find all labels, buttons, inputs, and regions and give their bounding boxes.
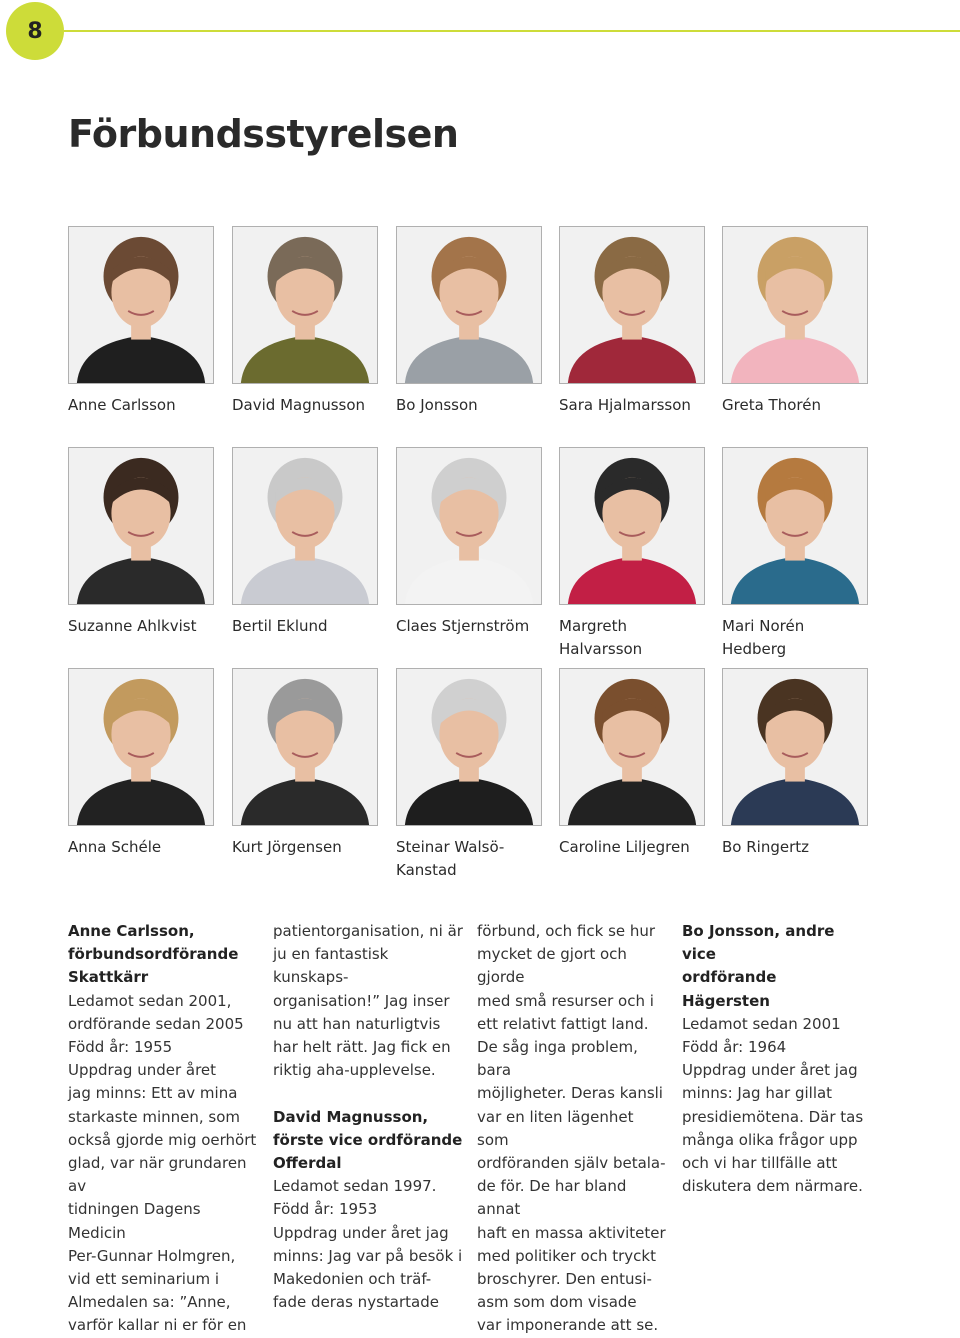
member-photo <box>396 226 542 384</box>
bio-heading-line: Skattkärr <box>68 968 149 987</box>
bio-text-line: Per-Gunnar Holmgren, <box>68 1246 236 1265</box>
portrait-illustration <box>723 227 867 383</box>
board-member-card <box>68 226 218 417</box>
bio-heading-line: förbundsordförande <box>68 945 239 964</box>
bio-text-line: Född år: 1964 <box>682 1038 787 1057</box>
bio-text-line: också gjorde mig oerhört <box>68 1130 257 1149</box>
bio-text-line: Född år: 1953 <box>273 1200 378 1219</box>
member-name: Steinar Walsö-Kanstad <box>396 838 505 879</box>
board-member-card <box>559 447 709 661</box>
portrait-illustration <box>233 669 377 825</box>
page-title: Förbundsstyrelsen <box>68 112 459 156</box>
bio-text-line: var imponerande att se. <box>477 1316 659 1335</box>
portrait-illustration <box>560 669 704 825</box>
board-member-card <box>722 447 872 661</box>
member-name: Claes Stjernström <box>396 617 530 635</box>
member-name: Anne Carlsson <box>68 396 176 414</box>
member-name: David Magnusson <box>232 396 366 414</box>
bio-heading-line: förste vice ordförande <box>273 1130 463 1149</box>
bio-text-line: förbund, och fick se hur <box>477 922 656 940</box>
member-photo <box>232 668 378 826</box>
board-member-card <box>722 226 872 417</box>
bio-text-line: Uppdrag under året jag <box>273 1223 449 1242</box>
page-number-badge <box>6 2 64 60</box>
portrait-illustration <box>69 669 213 825</box>
bio-text-line: de för. De har bland annat <box>477 1177 627 1219</box>
member-name: Greta Thorén <box>722 396 821 414</box>
portrait-illustration <box>397 669 541 825</box>
bio-text-line: ordförande sedan 2005 <box>68 1014 244 1033</box>
portrait-illustration <box>69 448 213 604</box>
bio-text-line: starkaste minnen, som <box>68 1107 241 1126</box>
bio-text-line: riktig aha-upplevelse. <box>273 1061 436 1080</box>
board-member-card <box>559 668 709 859</box>
board-member-card <box>232 668 382 859</box>
board-member-card <box>396 226 546 417</box>
bio-text-line: diskutera dem närmare. <box>682 1177 863 1196</box>
board-member-card <box>559 226 709 417</box>
portrait-illustration <box>560 227 704 383</box>
bio-text-line: Makedonien och träf- <box>273 1270 432 1289</box>
bio-column-3 <box>477 920 667 1338</box>
header-rule <box>64 30 960 32</box>
bio-text-line: Almedalen sa: ”Anne, <box>68 1293 231 1312</box>
portrait-illustration <box>233 227 377 383</box>
portrait-illustration <box>723 448 867 604</box>
member-photo <box>396 668 542 826</box>
bio-heading-line: Bo Jonsson, andre vice <box>682 922 835 964</box>
paragraph-gap <box>273 1082 463 1105</box>
bio-text-line: minns: Jag har gillat <box>682 1084 833 1103</box>
bio-text-line: med politiker och tryckt <box>477 1246 656 1265</box>
portrait-illustration <box>723 669 867 825</box>
member-name: Bertil Eklund <box>232 617 328 635</box>
board-member-card <box>722 668 872 859</box>
bio-text-line: fade deras nystartade <box>273 1293 439 1312</box>
bio-text-line: med små resurser och i <box>477 991 654 1010</box>
member-name: Kurt Jörgensen <box>232 838 342 856</box>
bio-text-line: Ledamot sedan 1997. <box>273 1177 437 1196</box>
bio-text-line: många olika frågor upp <box>682 1130 858 1149</box>
bio-text-line: nu att han naturligtvis <box>273 1014 441 1033</box>
member-photo <box>722 447 868 605</box>
bio-text-line: patientorganisation, ni är <box>273 922 463 940</box>
bio-text-line: De såg inga problem, bara <box>477 1038 638 1080</box>
bio-text-line: möjligheter. Deras kansli <box>477 1084 663 1103</box>
bio-text-line: och vi har tillfälle att <box>682 1154 838 1173</box>
bio-heading-line: Anne Carlsson, <box>68 922 195 940</box>
bio-text-line: mycket de gjort och gjorde <box>477 945 627 987</box>
page-number: 8 <box>27 18 43 44</box>
board-member-card <box>396 668 546 882</box>
member-name: Caroline Liljegren <box>559 838 690 856</box>
portrait-illustration <box>397 448 541 604</box>
bio-text-line: organisation!” Jag inser <box>273 991 450 1010</box>
bio-text-line: broschyrer. Den entusi- <box>477 1270 652 1289</box>
bio-text-line: har helt rätt. Jag fick en <box>273 1038 451 1057</box>
bio-heading-line: Offerdal <box>273 1154 342 1173</box>
bio-heading-line: David Magnusson, <box>273 1107 429 1126</box>
bio-heading-line: Hägersten <box>682 991 770 1010</box>
bio-column-2 <box>273 920 463 1314</box>
bio-text-line: jag minns: Ett av mina <box>68 1084 238 1103</box>
bio-text-line: ju en fantastisk kunskaps- <box>273 945 389 987</box>
bio-text-line: ett relativt fattigt land. <box>477 1014 649 1033</box>
member-photo <box>722 668 868 826</box>
portrait-illustration <box>560 448 704 604</box>
board-member-card <box>232 226 382 417</box>
bio-text-line: Uppdrag under året <box>68 1061 217 1080</box>
bio-text-line: asm som dom visade <box>477 1293 637 1312</box>
bio-text-line: Ledamot sedan 2001 <box>682 1014 841 1033</box>
member-photo <box>232 447 378 605</box>
portrait-illustration <box>397 227 541 383</box>
bio-text-line: Uppdrag under året jag <box>682 1061 858 1080</box>
bio-text-line: tidningen Dagens Medicin <box>68 1200 201 1242</box>
member-photo <box>68 447 214 605</box>
bio-text-line: glad, var när grundaren av <box>68 1154 247 1196</box>
board-member-card <box>68 447 218 638</box>
board-member-card <box>68 668 218 859</box>
member-photo <box>68 668 214 826</box>
bio-text-line: Född år: 1955 <box>68 1038 173 1057</box>
member-photo <box>559 668 705 826</box>
board-member-card <box>232 447 382 638</box>
portrait-illustration <box>69 227 213 383</box>
bio-text-line: presidiemötena. Där tas <box>682 1107 864 1126</box>
bio-column-1 <box>68 920 258 1338</box>
member-name: Bo Jonsson <box>396 396 478 414</box>
member-photo <box>722 226 868 384</box>
member-name: Margreth Halvarsson <box>559 617 643 658</box>
member-photo <box>396 447 542 605</box>
bio-text-line: varför kallar ni er för en <box>68 1316 247 1335</box>
member-name: Sara Hjalmarsson <box>559 396 691 414</box>
bio-column-4 <box>682 920 872 1198</box>
member-name: Anna Schéle <box>68 838 162 856</box>
bio-heading-line: ordförande <box>682 968 777 987</box>
member-photo <box>559 226 705 384</box>
bio-text-line: vid ett seminarium i <box>68 1270 220 1289</box>
bio-text-line: haft en massa aktiviteter <box>477 1223 666 1242</box>
bio-text-line: Ledamot sedan 2001, <box>68 991 232 1010</box>
portrait-illustration <box>233 448 377 604</box>
bio-text-line: ordföranden själv betala- <box>477 1154 666 1173</box>
bio-text-line: minns: Jag var på besök i <box>273 1246 463 1265</box>
member-photo <box>68 226 214 384</box>
member-photo <box>232 226 378 384</box>
member-name: Suzanne Ahlkvist <box>68 617 197 635</box>
board-member-card <box>396 447 546 638</box>
member-photo <box>559 447 705 605</box>
member-name: Mari Norén Hedberg <box>722 617 805 658</box>
member-name: Bo Ringertz <box>722 838 810 856</box>
bio-text-line: var en liten lägenhet som <box>477 1107 634 1149</box>
